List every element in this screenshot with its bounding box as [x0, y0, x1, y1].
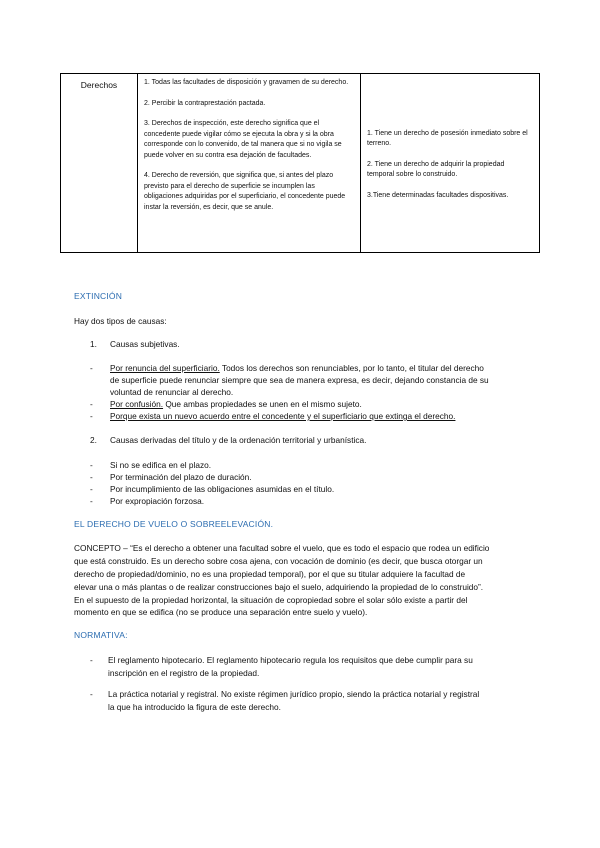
normativa-item: la que ha introducido la figura de este derecho.	[108, 702, 281, 712]
list-item: Si no se edifica en el plazo.	[110, 460, 212, 470]
right-item: 3.Tiene determinadas facultades dispositivas.	[367, 191, 509, 199]
dash-bullet: -	[90, 496, 93, 506]
dash-bullet: -	[90, 484, 93, 494]
right-item: 1. Tiene un derecho de posesión inmediato sobre el terreno.	[367, 129, 528, 148]
rights-label: Derechos	[80, 80, 118, 90]
rights-label-cell	[61, 74, 138, 253]
dash-bullet: -	[90, 399, 93, 409]
concept-line: momento en que se edifica (no se produce una separación entre suelo y vuelo).	[74, 607, 368, 617]
list-item: Por terminación del plazo de duración.	[110, 472, 252, 482]
subitem-label: Por renuncia del superficiario.	[110, 363, 220, 373]
dash-bullet: -	[90, 655, 93, 665]
superficiario-rights-cell	[361, 74, 540, 253]
concept-line: que está construido. Es un derecho sobre cosa ajena, con vocación de dominio (es decir, que busca otorgar un	[74, 556, 483, 566]
cause-number: 2.	[90, 435, 97, 445]
normativa-item: inscripción en el registro de la propiedad.	[108, 668, 260, 678]
right-item: 1. Todas las facultades de disposición y gravamen de su derecho.	[144, 79, 349, 86]
vuelo-heading: EL DERECHO DE VUELO O SOBREELEVACIÓN.	[74, 519, 274, 529]
right-item: 3. Derechos de inspección, este derecho significa que el concedente puede vigilar cómo se ejecuta la obra y si la obra corresponde con lo convenido, de tal manera que si no vigila se puede volver en su contra esa dejación de facultades.	[144, 120, 342, 159]
dash-bullet: -	[90, 411, 93, 421]
rights-table	[60, 73, 540, 253]
subitem-text: Todos los derechos son renunciables, por lo tanto, el titular del derecho	[219, 363, 484, 373]
subitem-label: Por confusión.	[110, 399, 164, 409]
normativa-item: El reglamento hipotecario. El reglamento hipotecario regula los requisitos que debe cumplir para su	[108, 655, 473, 665]
cause-title: Causas subjetivas.	[110, 339, 180, 349]
right-item: 2. Percibir la contraprestación pactada.	[144, 99, 266, 107]
cause-number: 1.	[90, 339, 97, 349]
right-item: 2. Tiene un derecho de adquirir la propiedad temporal sobre lo construido.	[367, 160, 505, 179]
concept-line: elevar una o más plantas o de realizar construcciones bajo el suelo, adquiriendo la propiedad de lo construido”.	[74, 582, 484, 592]
normativa-item: La práctica notarial y registral. No existe régimen jurídico propio, siendo la práctica notarial y registral	[108, 689, 480, 699]
extincion-heading: EXTINCIÓN	[74, 291, 123, 301]
dash-bullet: -	[90, 363, 93, 373]
concept-line: En el supuesto de la propiedad horizontal, la situación de copropiedad sobre el solar sólo existe a partir del	[74, 595, 468, 605]
cause-subitem	[110, 362, 540, 375]
cause-subitem	[110, 398, 362, 411]
concept-line: CONCEPTO – “Es el derecho a obtener una facultad sobre el vuelo, que es todo el espacio que rodea un edificio	[74, 543, 490, 553]
subitem-text: Que ambas propiedades se unen en el mismo sujeto.	[163, 399, 362, 409]
subitem-text: de superficie puede renunciar siempre que sea de manera expresa, es decir, dejando constancia de su	[110, 375, 489, 385]
dash-bullet: -	[90, 472, 93, 482]
subitem-text: voluntad de renunciar al derecho.	[110, 387, 234, 397]
dash-bullet: -	[90, 460, 93, 470]
cause-subitem: Porque exista un nuevo acuerdo entre el concedente y el superficiario que extinga el derecho.	[110, 411, 456, 421]
concedente-rights-cell	[138, 74, 361, 253]
extincion-intro: Hay dos tipos de causas:	[74, 316, 167, 326]
list-item: Por incumplimiento de las obligaciones asumidas en el título.	[110, 484, 335, 494]
list-item: Por expropiación forzosa.	[110, 496, 205, 506]
cause-title: Causas derivadas del título y de la ordenación territorial y urbanística.	[110, 435, 367, 445]
dash-bullet: -	[90, 689, 93, 699]
right-item: 4. Derecho de reversión, que significa que, si antes del plazo previsto para el derecho de superficie se incumplen las obligaciones adquiridas por el superficiario, el concedente puede instar la reversión, es decir, que se anule.	[144, 172, 346, 211]
concept-line: derecho de propiedad/dominio, no es una propiedad temporal), por el que su titular adquiere la facultad de	[74, 569, 466, 579]
normativa-heading: NORMATIVA:	[74, 630, 128, 640]
